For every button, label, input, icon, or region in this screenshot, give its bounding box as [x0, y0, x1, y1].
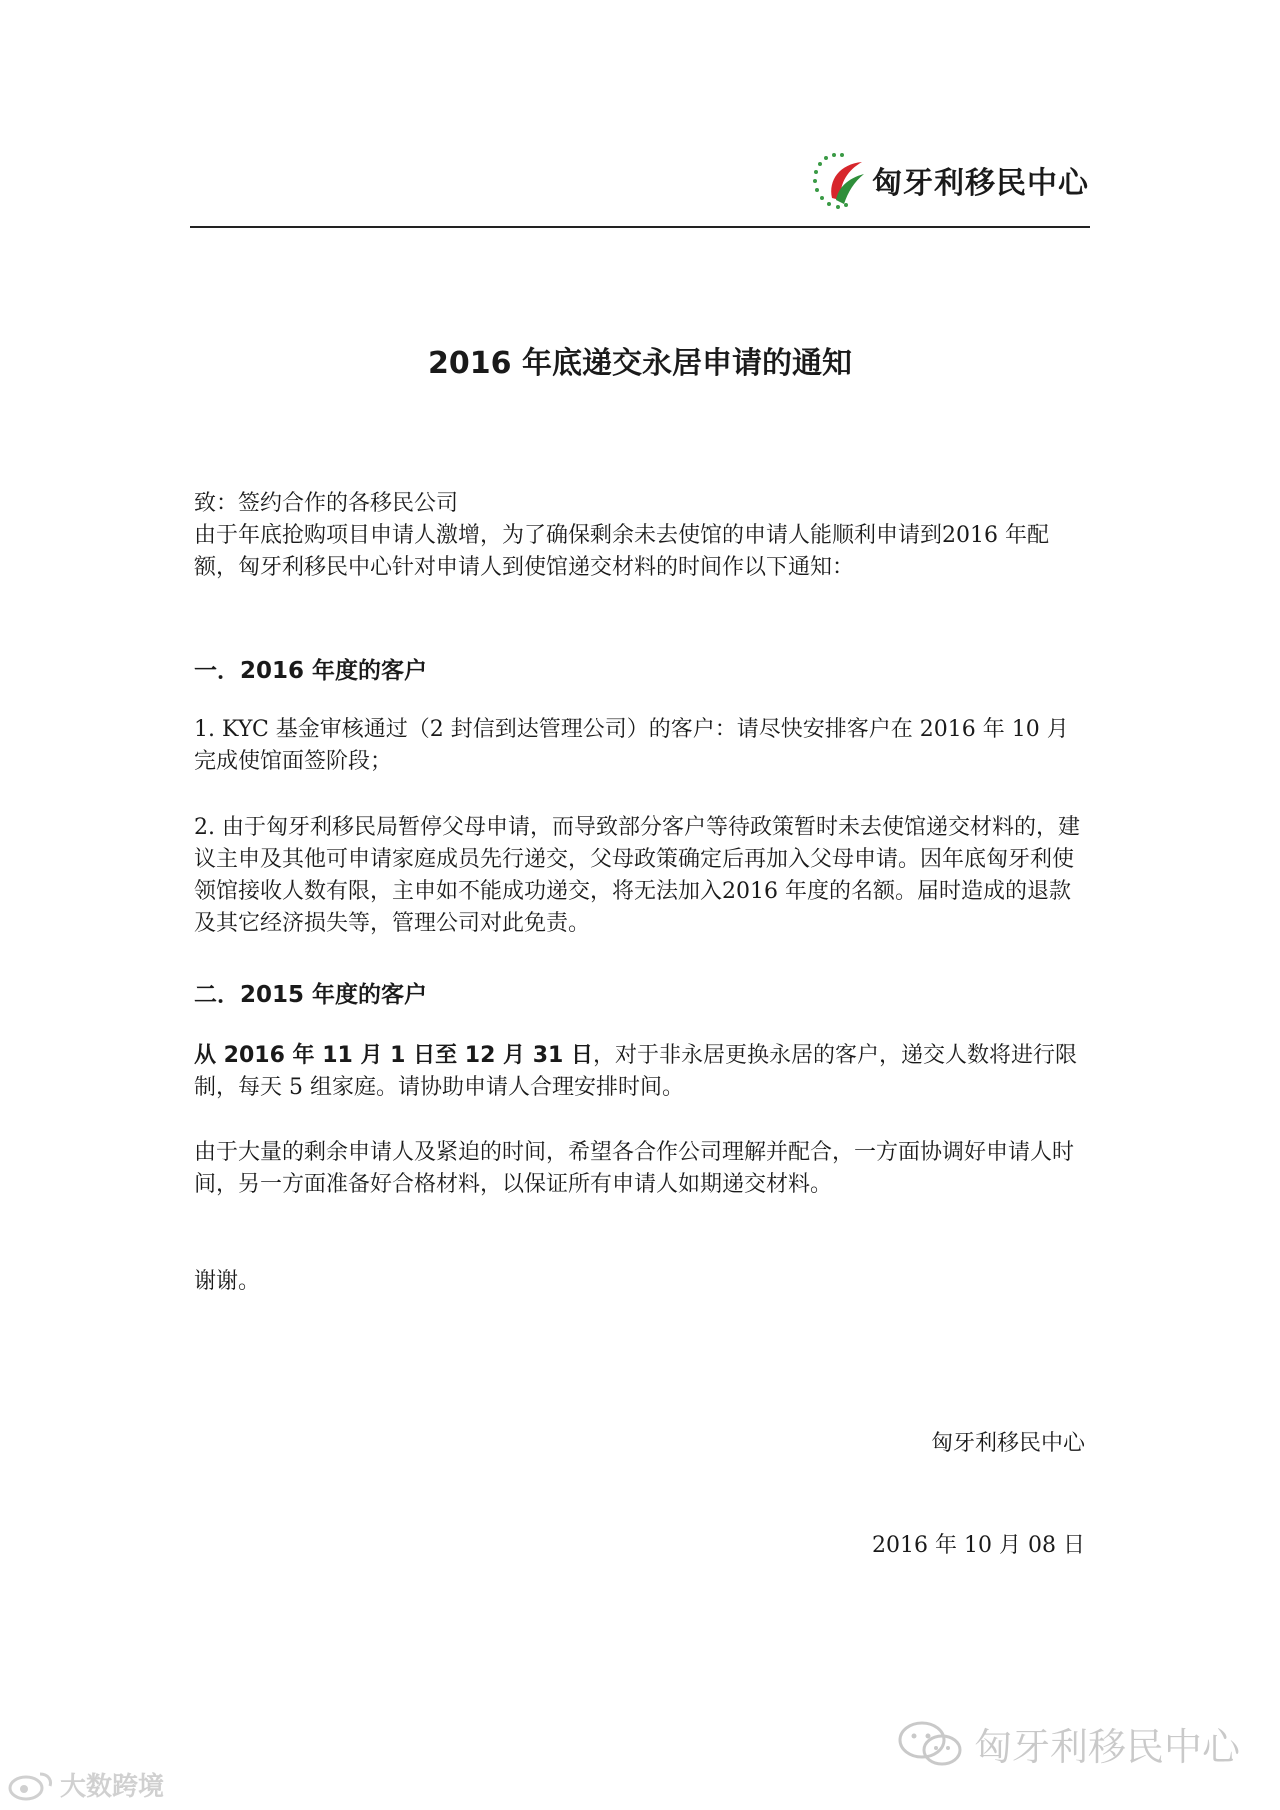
intro-block [194, 488, 1084, 584]
document-title: 2016 年底递交永居申请的通知 [428, 346, 852, 381]
section2-para1 [194, 1040, 1084, 1104]
section2-para1-rest: ，对于非永居更换永居的客户，递交人数将进行限制，每天 5 组家庭。请协助申请人合理安排时间。 [194, 1043, 1077, 1100]
weibo-watermark [6, 1766, 164, 1803]
section2-para1-text [194, 1040, 1084, 1104]
weibo-watermark-text: 大数跨境 [60, 1772, 165, 1802]
header-divider [190, 226, 1090, 228]
date-range: 从 2016 年 11 月 1 日至 12 月 31 日 [194, 1043, 593, 1068]
intro-paragraph: 由于年底抢购项目申请人激增，为了确保剩余未去使馆的申请人能顺利申请到2016 年配额，匈牙利移民中心针对申请人到使馆递交材料的时间作以下通知： [194, 523, 1049, 580]
hungary-emblem-icon [810, 150, 866, 210]
org-name: 匈牙利移民中心 [872, 166, 1089, 201]
section2-para2-text: 由于大量的剩余申请人及紧迫的时间，希望各合作公司理解并配合，一方面协调好申请人时间，另一方面准备好合格材料，以保证所有申请人如期递交材料。 [194, 1140, 1075, 1197]
wechat-icon [896, 1718, 966, 1770]
addressee: 致：签约合作的各移民公司 [194, 491, 459, 516]
section1-heading: 一．2016 年度的客户 [194, 658, 428, 684]
section2-heading: 二．2015 年度的客户 [194, 982, 428, 1008]
letterhead [810, 150, 1089, 210]
section2-para2 [194, 1137, 1084, 1201]
item1-text: 1. KYC 基金审核通过（2 封信到达管理公司）的客户：请尽快安排客户在 2016 年 10 月完成使馆面签阶段； [194, 717, 1069, 774]
signature-org: 匈牙利移民中心 [930, 1431, 1085, 1456]
closing-text: 谢谢。 [194, 1269, 261, 1294]
item2-text: 2. 由于匈牙利移民局暂停父母申请，而导致部分客户等待政策暂时未去使馆递交材料的，建议主申及其他可申请家庭成员先行递交，父母政策确定后再加入父母申请。因年底匈牙利使领馆接收人数有限，主申如不能成功递交，将无法加入2016 年度的名额。届时造成的退款及其它经济损失等，管理公司对此免责。 [194, 815, 1080, 936]
signature-date: 2016 年 10 月 08 日 [872, 1533, 1085, 1558]
weibo-icon [6, 1768, 56, 1802]
wechat-watermark [896, 1716, 1240, 1771]
section1-item2 [194, 812, 1084, 940]
section1-item1 [194, 714, 1084, 778]
wechat-watermark-text: 匈牙利移民中心 [973, 1725, 1240, 1769]
closing [194, 1266, 1084, 1298]
